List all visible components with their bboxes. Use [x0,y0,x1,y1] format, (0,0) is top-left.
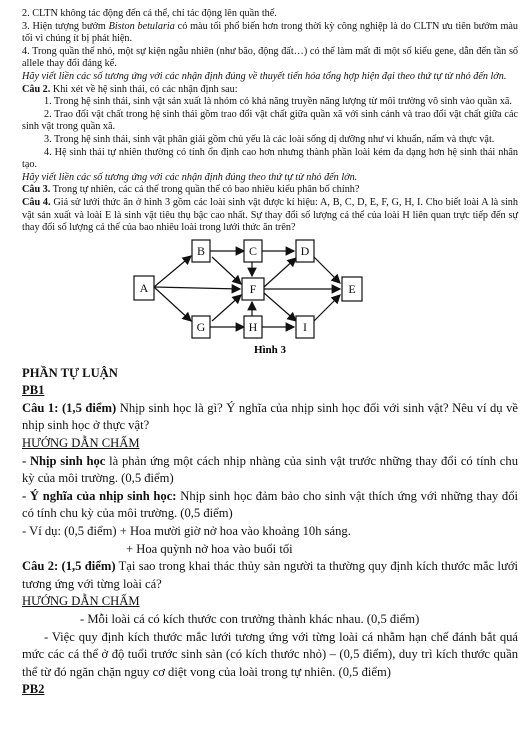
question-2-label: Câu 2. [22,83,51,95]
answer-1-text: là phản ứng một cách nhịp nhàng của sinh vật trước những thay đổi có tính chu kỳ của môi trường. (0,5 điểm) [22,453,518,486]
q2-item-4: 4. Hệ sinh thái tự nhiên thường có tính ổn định cao hơn nhưng thành phần loài kém đa dạng hơn hệ sinh thái nhân tạo. [22,146,518,171]
essay-question-1-text: Nhịp sinh học là gì? Ý nghĩa của nhịp sinh học đối với sinh vật? Nêu ví dụ về nhịp sinh học ở thực vật? [22,400,519,433]
answer-2-label: - Ý nghĩa của nhịp sinh học: [22,488,177,503]
node-b-label: B [196,243,206,258]
section-heading: PHẦN TỰ LUẬN [22,365,118,380]
essay-question-2-label: Câu 2: (1,5 điểm) [22,559,116,574]
answer-1 [22,453,518,488]
statement-3-rest: có màu tối phổ biến hơn trong thời kỳ công nghiệp là do CLTN ưu tiên bướm màu tối vì chúng ít bị phát hiện. [22,20,518,45]
statement-4: 4. Trong quần thể nhỏ, một sự kiện ngẫu nhiên (như bão, động đất…) có thể làm mất đi một số kiểu gene, dẫn đến tần số allele thay đổi đáng kể. [22,45,518,70]
question-4-label: Câu 4. [22,196,51,208]
answer-4: + Hoa quỳnh nở hoa vào buổi tối [126,541,293,556]
answer-b2: - Việc quy định kích thước mắc lưới tương ứng với từng loài cá nhằm hạn chế đánh bắt quá mức các cá thể ở độ tuổi trước sinh sản (có kích thước nhỏ) – (0,5 điểm), duy trì kích thước quần thể từ đó ngăn chặn nguy cơ diệt vong của loài trong tự nhiên. (0,5 điểm) [22,629,518,679]
pb2-label: PB2 [22,682,45,697]
species-name: Biston betularia [108,20,175,32]
node-c-label: C [248,243,258,258]
essay-question-2-text: Tại sao trong khai thác thủy sản người ta thường quy định kích thước mắc lưới tương ứng với từng loài cá? [22,559,519,591]
question-4-text: Giả sử lưới thức ăn ở hình 3 gồm các loài sinh vật được kí hiệu: A, B, C, D, E, F, G, H, I. Cho biết loài A là sinh vật sản xuất và loài E là sinh vật tiêu thụ bậc cao nhất. Sự thay đổi số lượng cá thể của loài H liên quan trực tiếp đến sự thay đổi số lượng cá thể của bao nhiêu loài trong lưới thức ăn trên? [22,196,518,234]
grading-guide-1: HƯỚNG DẪN CHẤM [22,436,140,451]
questions-section [22,8,518,235]
statement-3 [22,21,518,46]
instruction-1: Hãy viết liền các số tương ứng với các nhận định đúng về thuyết tiến hóa tổng hợp hiện đại theo thứ tự từ nhỏ đến lớn. [22,70,507,82]
food-web-diagram [22,239,518,363]
statement-3-text: 3. Hiện tượng bướm [22,20,109,32]
node-a-label: A [139,280,149,295]
grading-guide-2: HƯỚNG DẪN CHẤM [22,594,140,609]
answer-3: - Ví dụ: (0,5 điểm) + Hoa mười giờ nở hoa vào khoảng 10h sáng. [22,524,351,539]
question-2-text: Khi xét về hệ sinh thái, có các nhận định sau: [50,83,238,95]
node-g-label: G [196,319,206,334]
answer-1-label: - Nhịp sinh học [22,453,106,468]
essay-section [22,365,518,699]
q2-item-3: 3. Trong hệ sinh thái, sinh vật phân giải gồm chủ yếu là các loài sống dị dưỡng như vi khuẩn, nấm và thực vật. [44,133,495,145]
question-4 [22,197,518,235]
question-3-text: Trong tự nhiên, các cá thể trong quần thể có bao nhiêu kiểu phân bố chính? [50,184,360,196]
node-i-label: I [303,319,307,334]
food-web-figure [22,239,518,359]
instruction-2: Hãy viết liền các số tương ứng với các nhận định đúng theo thứ tự từ nhỏ đến lớn. [22,171,358,183]
node-e-label: E [348,281,356,296]
answer-2 [22,488,518,523]
answer-2-text: Nhịp sinh học đảm bảo cho sinh vật thích ứng với những thay đổi có tính chu kỳ của môi trường. (0,5 điểm) [22,488,518,521]
statement-2: 2. CLTN không tác động đến cá thể, chỉ tác động lên quần thể. [22,8,277,19]
figure-caption: Hình 3 [253,343,287,356]
essay-question-1 [22,400,518,435]
question-2 [22,84,518,97]
node-h-label: H [248,319,258,334]
node-f-label: F [249,281,257,296]
q2-item-2: 2. Trao đổi vật chất trong hệ sinh thái gồm trao đổi vật chất giữa quần xã với sinh cảnh và trao đổi vật chất giữa các sinh vật trong quần xã. [22,108,518,133]
pb1-label: PB1 [22,383,45,398]
essay-question-2 [22,558,518,593]
answer-b1: - Mỗi loài cá có kích thước con trưởng thành khác nhau. (0,5 điểm) [80,612,420,626]
node-d-label: D [300,243,310,258]
question-3-label: Câu 3. [22,184,51,196]
question-3 [22,184,518,197]
q2-item-1: 1. Trong hệ sinh thái, sinh vật sản xuất là nhóm có khả năng truyền năng lượng từ môi trường vô sinh vào quần xã. [44,96,512,108]
essay-question-1-label: Câu 1: (1,5 điểm) [22,400,117,415]
